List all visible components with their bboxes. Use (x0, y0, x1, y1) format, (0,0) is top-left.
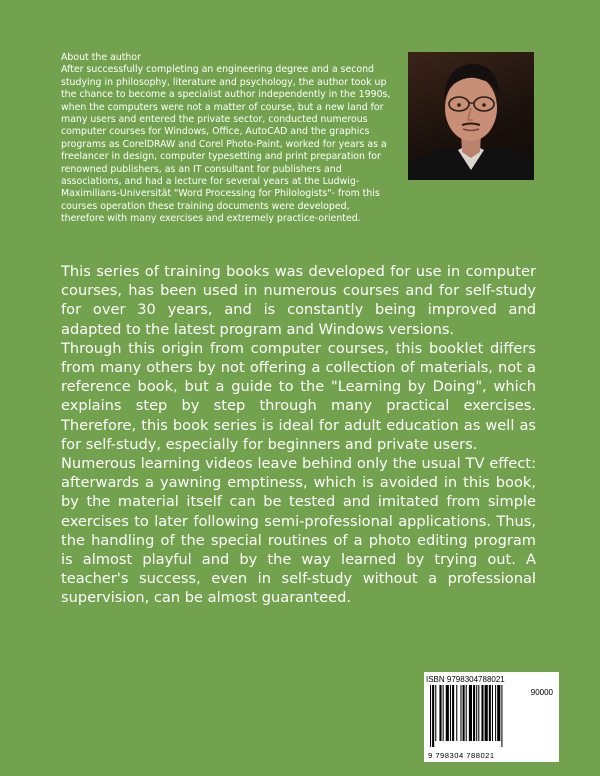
description-paragraph-2: Through this origin from computer courses, this booklet differs from many others by not offering a collection of materials, not a reference book, but a guide to the "Learning by Doing", which explains step by step through many practical exercises. Therefore, this book series is ideal for adult education as well as for self-study, especially for beginners and private users. (61, 339, 536, 453)
author-photo (408, 52, 534, 180)
barcode-bars (430, 685, 522, 747)
about-author-section (61, 52, 393, 226)
barcode-digits: 9 798304 788021 (428, 751, 495, 760)
description-paragraph-3: Numerous learning videos leave behind only the usual TV effect: afterwards a yawning emptiness, which is avoided in this book, by the material itself can be tested and imitated from simple exercises to later following semi-professional applications. Thus, the handling of the special routines of a photo editing program is almost playful and by the way learned by trying out. A teacher's success, even in self-study without a professional supervision, can be almost guaranteed. (61, 455, 536, 607)
isbn-label: ISBN 9798304788021 (426, 675, 505, 684)
price-code: 90000 (530, 688, 553, 697)
about-author-heading: About the author (61, 52, 141, 63)
description-paragraph-1: This series of training books was developed for use in computer courses, has been used in numerous courses and for self-study for over 30 years, and is constantly being improved and adapted to the latest program and Windows versions. (61, 263, 536, 338)
author-portrait-image (408, 52, 534, 180)
book-description (61, 262, 536, 608)
author-bio: After successfully completing an engineering degree and a second studying in philosophy, literature and psychology, the author took up the chance to become a specialist author independently in the 1990s, when the computers were not a matter of course, but a new land for many users and entered the private sector, conducted numerous computer courses for Windows, Office, AutoCAD and the graphics programs as CorelDRAW and Corel Photo-Paint, worked for years as a freelancer in design, computer typesetting and print preparation for renowned publishers, as an IT consultant for publishers and associations, and had a lecture for several years at the Ludwig-Maximilians-Universität "Word Processing for Philologists"- from this courses operation these training documents were developed, therefore with many exercises and extremely practice-oriented. (61, 64, 391, 225)
isbn-barcode (424, 672, 559, 762)
